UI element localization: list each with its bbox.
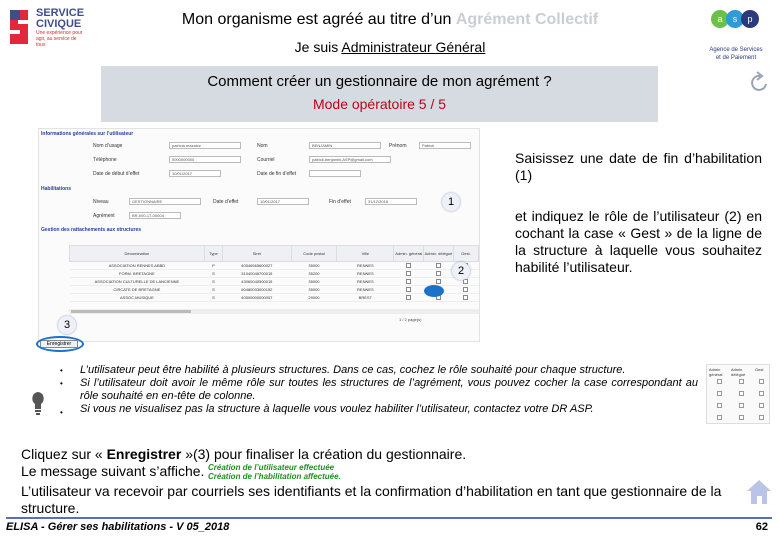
page-title-accent: Agrément Collectif (455, 11, 599, 28)
confirm-message-habilitation: Création de l’habilitation affectuée. (208, 472, 341, 481)
confirm-message-user: Création de l’utilisateur effectuée (208, 463, 335, 472)
field-courriel[interactable]: patrick.benjamin.ASP@gmail.com (309, 156, 391, 163)
label-date-debut: Date de début d’effet (93, 171, 140, 177)
asp-caption (698, 46, 774, 62)
page-subtitle-prefix: Je suis (294, 39, 339, 55)
cell-type: S (204, 270, 222, 278)
idea-icon (30, 389, 46, 415)
cell-ville: BREST (337, 294, 394, 302)
cell-type: P (204, 262, 222, 270)
service-civique-logo (6, 6, 84, 50)
mini-checkbox (717, 391, 722, 396)
cell-ville: RENNES (337, 278, 394, 286)
cell-gest (453, 294, 478, 302)
table-pager[interactable]: 1 / 2 page(s) (399, 317, 422, 322)
page-title-prefix: Mon organisme est agréé au titre d’un (181, 11, 452, 28)
mini-checkbox (759, 415, 764, 420)
cell-admin-general (394, 294, 424, 302)
cell-name: ASSOCIATION CULTURELLE DE LANCIENNE (70, 278, 205, 286)
cell-cp: 29000 (291, 294, 337, 302)
scrollbar-thumb[interactable] (71, 310, 191, 313)
col-admin-general[interactable]: Admin. général (394, 246, 424, 262)
admin-delegue-checkbox[interactable] (436, 279, 441, 284)
procedure-banner (101, 66, 658, 122)
table-row (70, 262, 479, 270)
admin-general-checkbox[interactable] (406, 263, 411, 268)
mini-header-gest: Gest (755, 367, 764, 372)
mini-checkbox (739, 403, 744, 408)
footer-document-title: ELISA - Gérer ses habilitations - V 05_2018 (6, 521, 230, 533)
instruction-step1: Saisissez une date de fin d’habilitation (1) (515, 150, 762, 183)
field-niveau[interactable]: GESTIONNAIRE (129, 198, 201, 205)
bullet-icon: • (60, 366, 63, 375)
field-prenom[interactable]: Patrick (419, 142, 471, 149)
asp-caption-line2: et de Paiement (715, 55, 757, 61)
table-row (70, 294, 479, 302)
cell-type: S (204, 286, 222, 294)
cell-admin-delegue (424, 262, 454, 270)
col-code-postal: Code postal (291, 246, 337, 262)
step-marker-2: 2 (452, 262, 470, 280)
service-civique-mark-icon (6, 8, 32, 46)
footer-rule (6, 517, 772, 519)
section-habilitations-heading: Habilitations (41, 186, 72, 192)
mini-checkbox (759, 403, 764, 408)
asp-letter-a: a (717, 14, 723, 24)
label-fin-habilitation: Fin d’effet (329, 199, 351, 205)
banner-step: Mode opératoire 5 / 5 (312, 96, 447, 112)
mini-checkbox (759, 391, 764, 396)
admin-delegue-checkbox[interactable] (436, 263, 441, 268)
cell-name: CIRCATE DE BRETAGNE (70, 286, 205, 294)
cell-name: ASSOCIATION RENNES ABBD (70, 262, 205, 270)
asp-letter-p: p (747, 14, 753, 24)
instruction-step2: et indiquez le rôle de l’utilisateur (2) en cochant la case « Gest » de la ligne de la structure à laquelle vous souhaitez habilité l’utilisateur. (515, 208, 762, 275)
note-item: L’utilisateur peut être habilité à plusieurs structures. Dans ce cas, cochez le rôle souhaité pour chaque structure. (80, 364, 626, 376)
step-marker-3: 3 (58, 316, 76, 334)
label-date-fin: Date de fin d’effet (257, 171, 297, 177)
structures-table-header (70, 246, 479, 262)
gest-highlight (424, 285, 444, 297)
save-button[interactable]: Enregistrer (40, 340, 78, 348)
notes-list (80, 364, 698, 416)
cell-cp: 35200 (291, 270, 337, 278)
page-title (120, 11, 660, 29)
bullet-icon: • (60, 379, 63, 388)
label-prenom: Prénom (389, 143, 407, 149)
col-siret: Siret (223, 246, 292, 262)
label-nom: Nom (257, 143, 268, 149)
asp-caption-line1: Agence de Services (709, 47, 763, 53)
body-line1-bold: Enregistrer (106, 446, 182, 462)
page-number: 62 (755, 521, 768, 533)
col-ville: Ville (337, 246, 394, 262)
mini-table-illustration (706, 364, 770, 424)
label-telephone: Téléphone (93, 157, 117, 163)
field-telephone[interactable]: 0000000000 (169, 156, 241, 163)
field-nom[interactable]: BENJAMIN (309, 142, 381, 149)
cell-gest (453, 286, 478, 294)
label-agrement: Agrément (93, 213, 115, 219)
mini-checkbox (717, 415, 722, 420)
cell-ville: RENNES (337, 270, 394, 278)
note-item: Si vous ne visualisez pas la structure à laquelle vous voulez habiliter l’utilisateur, contactez votre DR ASP. (80, 403, 594, 415)
body-line1-suffix: »(3) pour finaliser la création du gestionnaire. (185, 446, 467, 462)
label-date-habilitation: Date d’effet (213, 199, 239, 205)
cell-ville: RENNES (337, 262, 394, 270)
cell-cp: 35000 (291, 286, 337, 294)
step-marker-1: 1 (442, 193, 460, 211)
label-niveau: Niveau (93, 199, 109, 205)
cell-siret: 40546565600027 (223, 262, 292, 270)
bullet-icon: • (60, 408, 63, 417)
cell-admin-delegue (424, 270, 454, 278)
mini-header-admin-general: Admin général (709, 367, 723, 377)
section-structures-heading: Gestion des rattachements aux structures (41, 227, 142, 233)
asp-letter-s: s (732, 14, 738, 24)
admin-delegue-checkbox[interactable] (436, 271, 441, 276)
home-icon[interactable] (744, 476, 774, 506)
admin-general-checkbox[interactable] (406, 295, 411, 300)
field-date-fin[interactable] (309, 170, 361, 177)
embedded-form-screenshot (38, 128, 480, 342)
section-general-heading: Informations générales sur l’utilisateur (41, 131, 134, 137)
cell-siret: 60480033000152 (223, 286, 292, 294)
mini-checkbox (717, 379, 722, 384)
cell-admin-general (394, 278, 424, 286)
cell-cp: 35000 (291, 278, 337, 286)
table-row (70, 278, 479, 286)
field-fin-habilitation[interactable]: 31/12/2018 (365, 198, 417, 205)
body-line-message: Le message suivant s’affiche. (21, 463, 205, 479)
back-arrow-icon[interactable] (748, 70, 772, 94)
body-line1-prefix: Cliquez sur « (21, 446, 103, 462)
cell-cp: 35000 (291, 262, 337, 270)
cell-siret: 43060040500015 (223, 278, 292, 286)
field-date-habilitation[interactable]: 10/01/2017 (257, 198, 309, 205)
mini-checkbox (717, 403, 722, 408)
label-courriel: Courriel (257, 157, 275, 163)
logo-tagline: Une expérience pour agir, au service de tous (36, 30, 83, 48)
body-line-email: L’utilisateur va recevoir par courriels ses identifiants et la confirmation d’habilitation en tant que gestionnaire de la structure. (21, 483, 722, 516)
structures-table (69, 245, 479, 302)
logo-wordmark (36, 8, 84, 30)
admin-general-checkbox[interactable] (406, 287, 411, 292)
cell-name: ASSOC.MUSIQUE (70, 294, 205, 302)
cell-type: S (204, 294, 222, 302)
note-item: Si l’utilisateur doit avoir le même rôle sur toutes les structures de l’agrément, vous pouvez cocher la case correspondant au rôle souhaité en en-tête de colonne. (80, 377, 698, 402)
col-type: Type (204, 246, 222, 262)
field-nom-usage[interactable]: patricia mazaloz (169, 142, 241, 149)
table-row (70, 286, 479, 294)
gest-checkbox[interactable] (463, 295, 468, 300)
field-date-debut[interactable]: 10/01/2017 (169, 170, 221, 177)
mini-checkbox (759, 379, 764, 384)
page-subtitle (120, 39, 660, 55)
cell-type: S (204, 278, 222, 286)
mini-checkbox (739, 415, 744, 420)
admin-general-checkbox[interactable] (406, 271, 411, 276)
col-admin-delegue[interactable]: Admin. délégué (424, 246, 454, 262)
cell-admin-general (394, 270, 424, 278)
admin-general-checkbox[interactable] (406, 279, 411, 284)
col-denomination: Dénomination (70, 246, 205, 262)
asp-logo (698, 6, 774, 62)
cell-name: FORM. BRETAGNE (70, 270, 205, 278)
save-button-highlight (36, 336, 84, 352)
mini-checkbox (739, 391, 744, 396)
gest-checkbox[interactable] (463, 287, 468, 292)
cell-ville: RENNES (337, 286, 394, 294)
banner-question: Comment créer un gestionnaire de mon agrément ? (207, 73, 552, 90)
logo-line2: CIVIQUE (36, 18, 82, 30)
cell-admin-delegue (424, 278, 454, 286)
mini-header-admin-delegue: Admin délégué (731, 367, 746, 377)
field-agrement[interactable]: BR-000-17-00004 (129, 212, 181, 219)
table-scrollbar[interactable] (69, 309, 479, 314)
cell-siret: 40500000000057 (223, 294, 292, 302)
col-gest[interactable]: Gest. (453, 246, 478, 262)
cell-siret: 31040046700015 (223, 270, 292, 278)
page-subtitle-role: Administrateur Général (341, 39, 486, 55)
asp-circles-icon (710, 8, 760, 30)
body-line-save (21, 446, 761, 463)
cell-admin-general (394, 286, 424, 294)
logo-line1: SERVICE (36, 7, 85, 19)
mini-checkbox (739, 379, 744, 384)
label-nom-usage: Nom d’usage (93, 143, 123, 149)
cell-admin-general (394, 262, 424, 270)
table-row (70, 270, 479, 278)
